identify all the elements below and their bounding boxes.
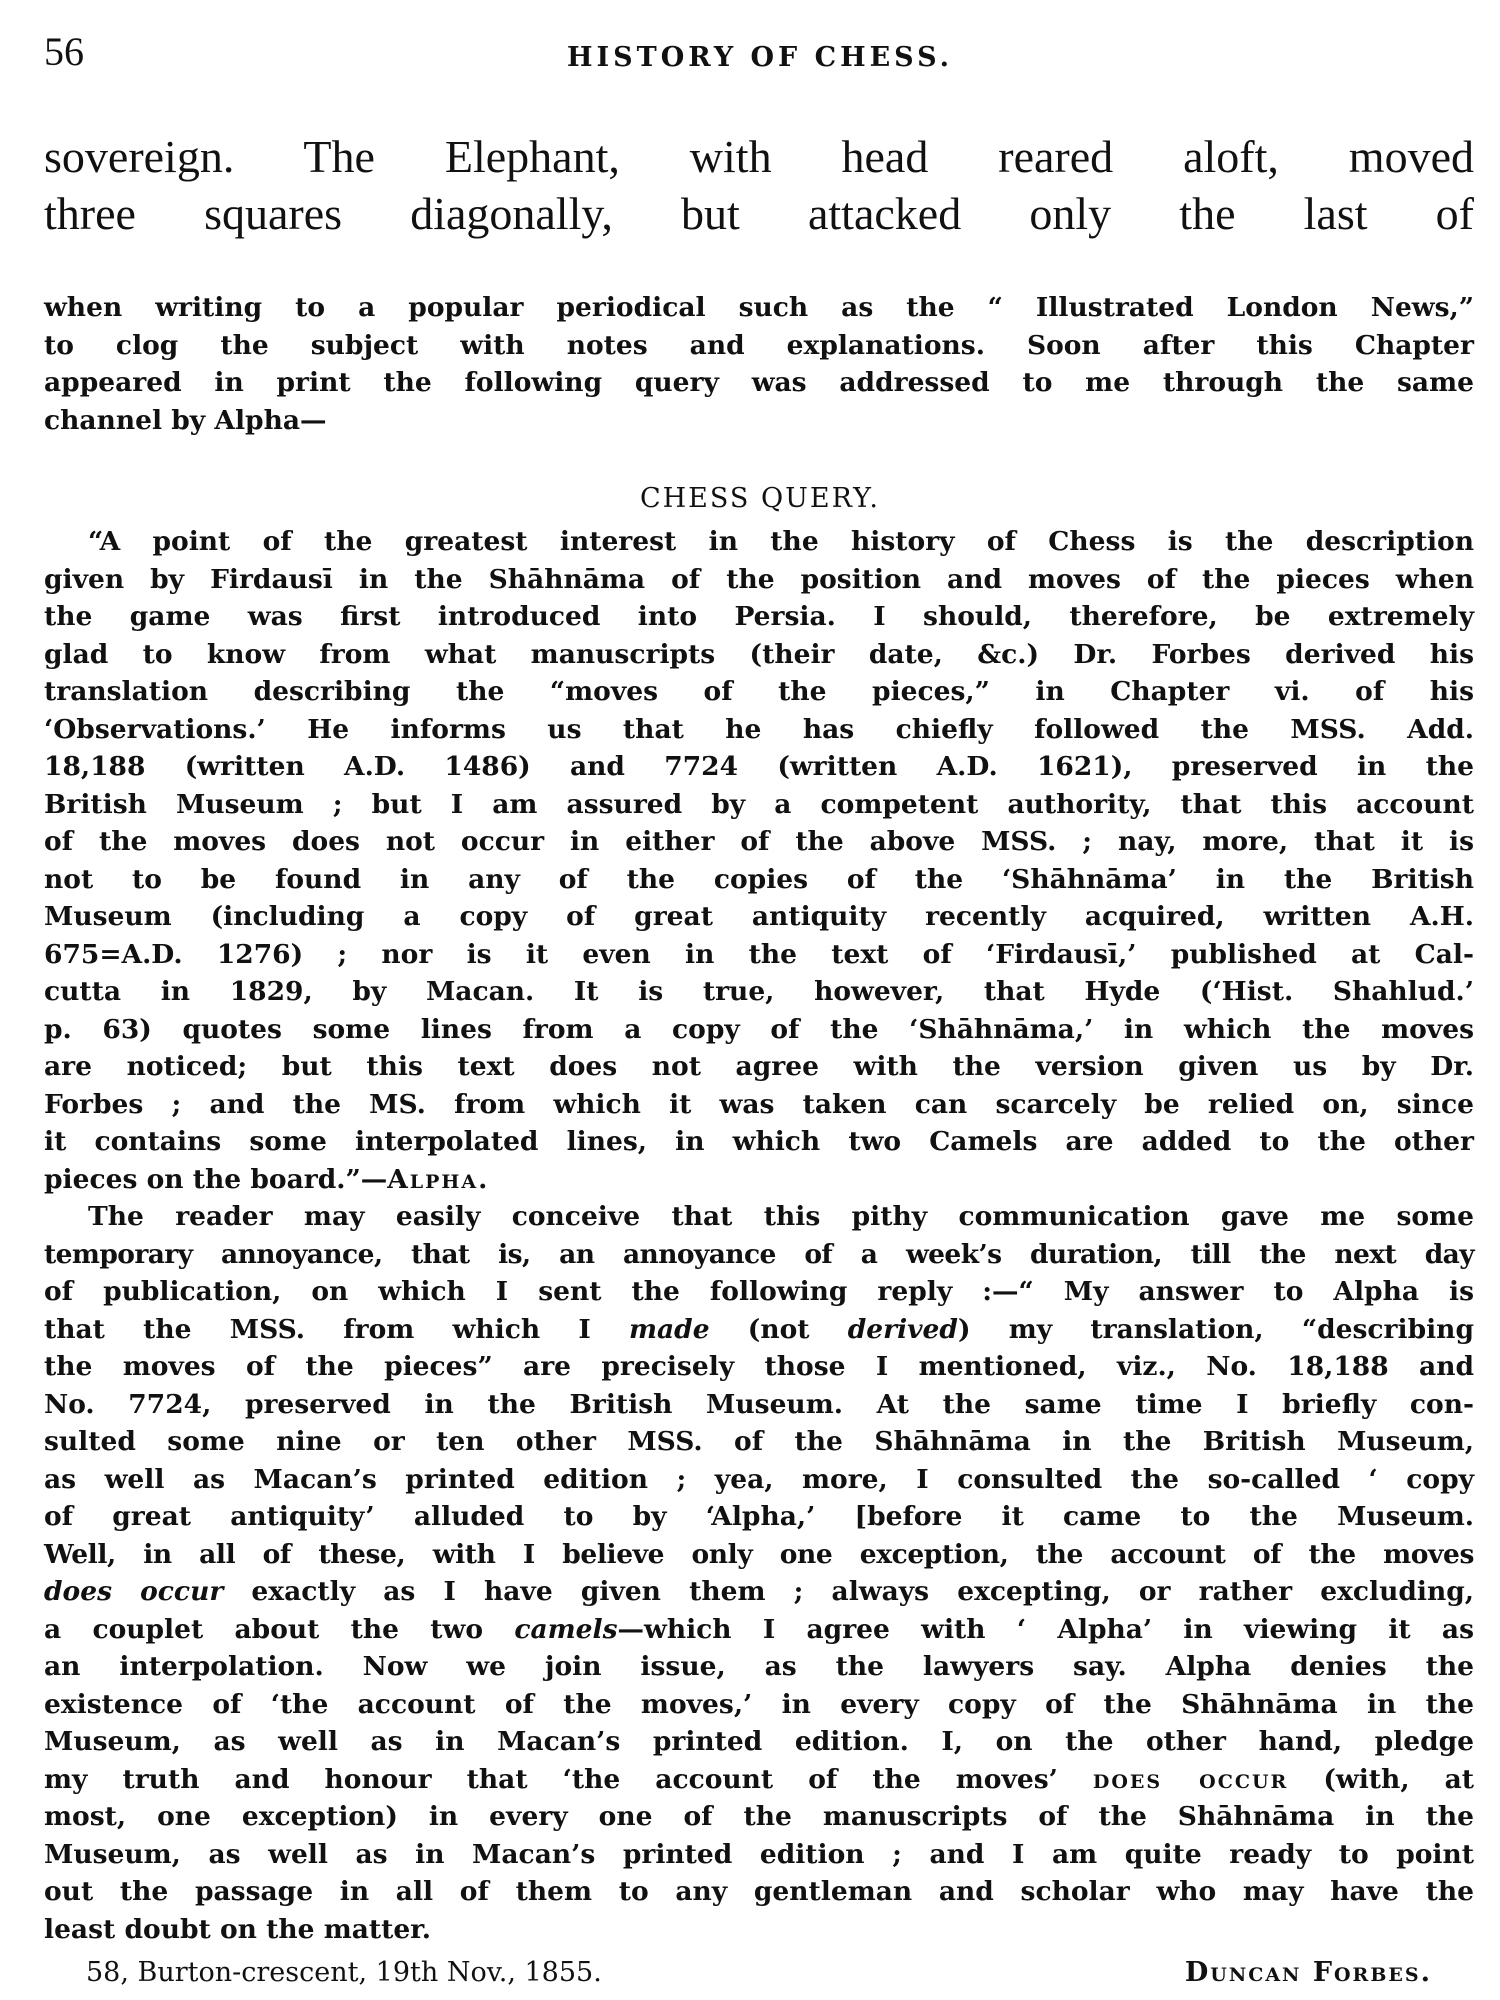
reply-text-run: (with, at	[1288, 1763, 1474, 1795]
query-line: given by Firdausī in the Shāhnāma of the position and moves of the pieces when	[44, 563, 1474, 595]
query-line: British Museum ; but I am assured by a competent authority, that this account	[44, 788, 1474, 820]
reply-line: most, one exception) in every one of the manuscripts of the Shāhnāma in the	[44, 1801, 1474, 1832]
footnote-line: appeared in print the following query was addressed to me through the same	[44, 367, 1474, 398]
reply-italic-made: made	[628, 1313, 710, 1345]
query-last-line	[44, 1161, 1474, 1199]
footnote-line: when writing to a popular periodical such as the “ Illustrated London News,”	[44, 292, 1474, 323]
footnote-intro	[44, 289, 1474, 439]
reply-line: Well, in all of these, with I believe only one exception, the account of the moves	[44, 1538, 1474, 1570]
main-text-line: sovereign. The Elephant, with head reared aloft, moved	[44, 131, 1474, 182]
reply-line: the moves of the pieces” are precisely those I mentioned, viz., No. 18,188 and	[44, 1351, 1474, 1382]
reply-smallcaps-does-occur: does occur	[1092, 1763, 1289, 1795]
query-line: cutta in 1829, by Macan. It is true, however, that Hyde (‘Hist. Shahlud.’	[44, 976, 1474, 1007]
query-line: the game was first introduced into Persia. I should, therefore, be extremely	[44, 601, 1474, 632]
query-line: “A point of the greatest interest in the history of Chess is the description	[88, 526, 1474, 557]
reply-italic-does-occur: does occur	[44, 1576, 224, 1607]
page-number: 56	[44, 29, 84, 74]
chess-query-heading: CHESS QUERY.	[639, 483, 881, 514]
query-line: are noticed; but this text does not agree with the version given us by Dr.	[44, 1051, 1474, 1082]
query-line: Museum (including a copy of great antiquity recently acquired, written A.H.	[44, 901, 1474, 932]
book-page	[44, 22, 1476, 1992]
closing-line	[44, 1954, 1476, 1992]
reply-line	[44, 1611, 1474, 1649]
reply-text-run: that the MSS. from which I	[44, 1313, 629, 1345]
reply-line: an interpolation. Now we join issue, as the lawyers say. Alpha denies the	[44, 1651, 1474, 1682]
reply-line: least doubt on the matter.	[44, 1913, 432, 1945]
reply-line: No. 7724, preserved in the British Museum. At the same time I briefly con-	[44, 1388, 1474, 1420]
reply-text-run: ) my translation, “describing	[957, 1313, 1474, 1345]
running-title: HISTORY OF CHESS.	[566, 42, 954, 73]
closing-signature: Duncan Forbes.	[1184, 1957, 1432, 1988]
reply-line: as well as Macan’s printed edition ; yea, more, I consulted the so-called ‘ copy	[44, 1463, 1474, 1495]
main-text-line: three squares diagonally, but attacked only the last of	[44, 188, 1474, 239]
reply-line: out the passage in all of them to any gentleman and scholar who may have the	[44, 1876, 1474, 1907]
reply-line: of great antiquity’ alluded to by ‘Alpha,’ [before it came to the Museum.	[44, 1501, 1474, 1532]
reply-line: sulted some nine or ten other MSS. of the Shāhnāma in the British Museum,	[44, 1426, 1474, 1457]
running-head	[44, 22, 1476, 74]
reply-line: Museum, as well as in Macan’s printed edition ; and I am quite ready to point	[44, 1838, 1474, 1870]
reply-italic-derived: derived	[847, 1313, 958, 1345]
reply-line	[44, 1761, 1474, 1799]
reply-text-run: (not	[709, 1313, 848, 1345]
reply-italic-camels: camels	[514, 1613, 618, 1645]
footnote-line: channel by Alpha—	[44, 404, 327, 436]
reply-line: of publication, on which I sent the following reply :—“ My answer to Alpha is	[44, 1276, 1474, 1307]
query-signature: Alpha.	[387, 1163, 490, 1195]
query-line: ‘Observations.’ He informs us that he has chiefly followed the MSS. Add.	[44, 713, 1474, 745]
reply-text-run: exactly as I have given them ; always excepting, or rather excluding,	[223, 1576, 1474, 1607]
main-text	[44, 128, 1474, 242]
query-line: p. 63) quotes some lines from a copy of the ‘Shāhnāma,’ in which the moves	[44, 1013, 1474, 1045]
query-line: translation describing the “moves of the pieces,” in Chapter vi. of his	[44, 676, 1474, 707]
footnote-line: to clog the subject with notes and explanations. Soon after this Chapter	[44, 329, 1474, 361]
reply-line: temporary annoyance, that is, an annoyance of a week’s duration, till the next day	[44, 1238, 1474, 1270]
reply-line: Museum, as well as in Macan’s printed edition. I, on the other hand, pledge	[44, 1726, 1474, 1757]
query-line: 18,188 (written A.D. 1486) and 7724 (written A.D. 1621), preserved in the	[44, 751, 1474, 782]
closing-address: 58, Burton-crescent, 19th Nov., 1855.	[86, 1957, 602, 1988]
query-line: 675=A.D. 1276) ; nor is it even in the text of ‘Firdausī,’ published at Cal-	[44, 938, 1474, 970]
query-line: not to be found in any of the copies of the ‘Shāhnāma’ in the British	[44, 863, 1474, 895]
reply-line	[44, 1311, 1474, 1349]
chess-query-text	[44, 523, 1474, 1198]
reply-line: existence of ‘the account of the moves,’ in every copy of the Shāhnāma in the	[44, 1688, 1474, 1720]
reply-text-run: a couplet about the two	[44, 1613, 515, 1645]
reply-line: The reader may easily conceive that this pithy communication gave me some	[88, 1201, 1474, 1232]
query-last-text: pieces on the board.”—	[44, 1163, 388, 1195]
query-line: of the moves does not occur in either of the above MSS. ; nay, more, that it is	[44, 826, 1474, 857]
reply-text-run: —which I agree with ‘ Alpha’ in viewing it as	[617, 1613, 1474, 1645]
reply-line	[44, 1573, 1474, 1611]
query-line: it contains some interpolated lines, in which two Camels are added to the other	[44, 1126, 1474, 1157]
query-line: glad to know from what manuscripts (their date, &c.) Dr. Forbes derived his	[44, 638, 1474, 670]
reply-text-run: my truth and honour that ‘the account of the moves’	[44, 1763, 1093, 1795]
reply-text	[44, 1198, 1474, 1948]
query-line: Forbes ; and the MS. from which it was taken can scarcely be relied on, since	[44, 1088, 1474, 1120]
